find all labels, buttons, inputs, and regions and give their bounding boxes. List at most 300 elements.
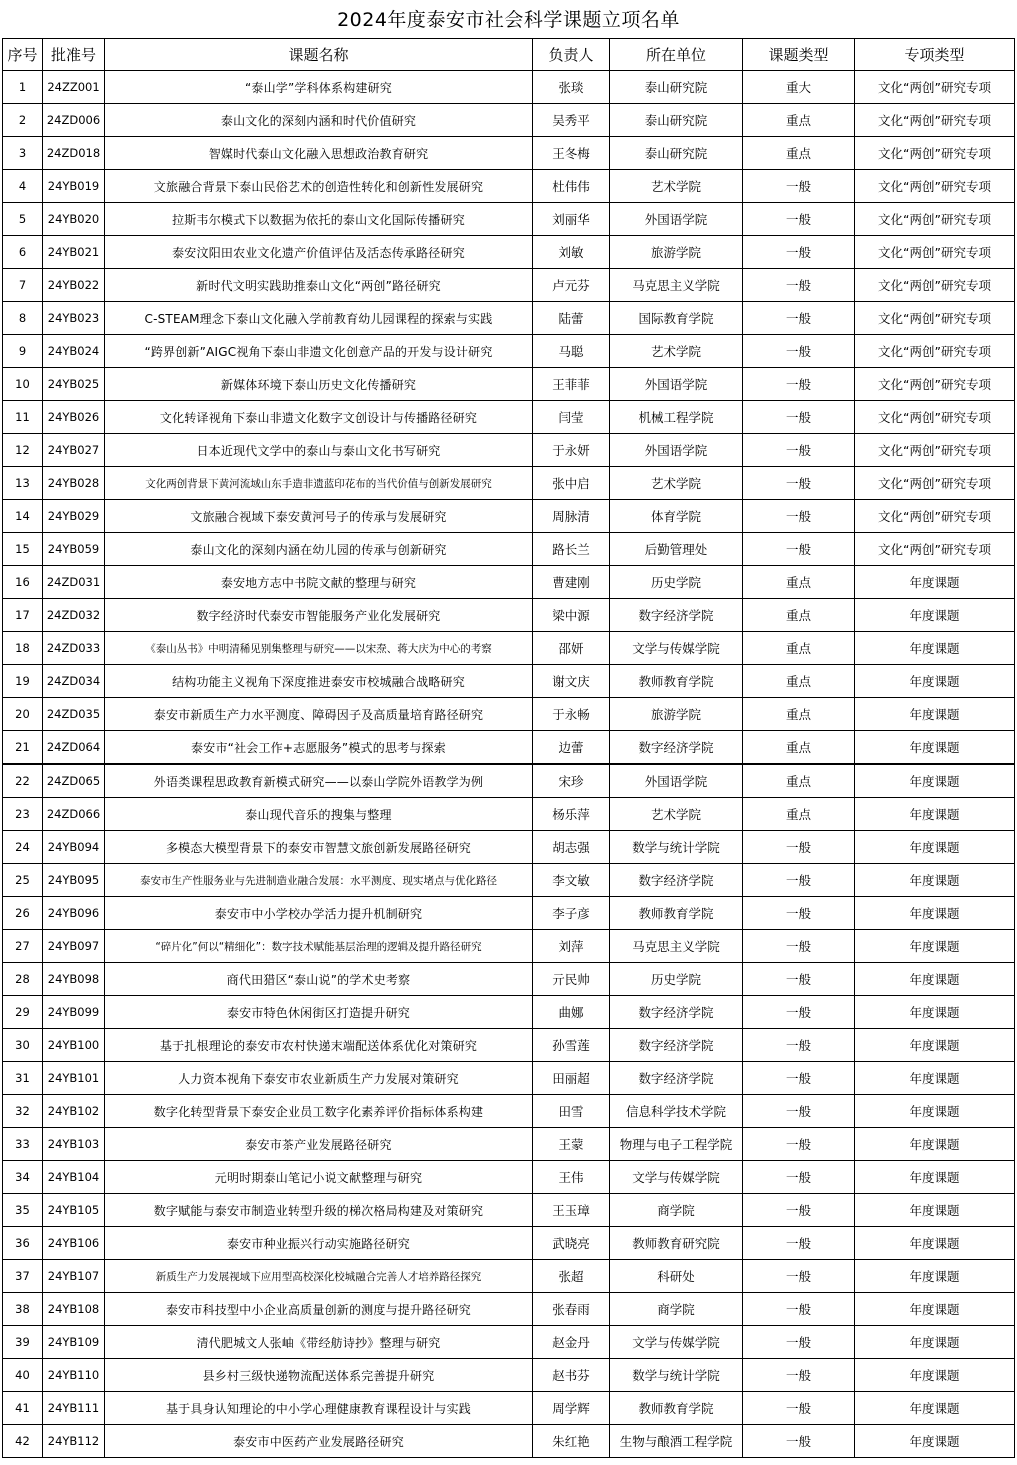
approval-number-cell: 24ZZ001: [43, 71, 105, 104]
project-title-cell: 新时代文明实践助推泰山文化“两创”路径研究: [105, 269, 533, 302]
project-type-cell: 一般: [743, 1392, 855, 1425]
special-type-cell: 年度课题: [855, 1425, 1015, 1458]
principal-cell: 亓民帅: [533, 963, 610, 996]
serial-cell: 33: [3, 1128, 43, 1161]
project-type-cell: 一般: [743, 897, 855, 930]
unit-cell: 体育学院: [610, 500, 743, 533]
unit-cell: 泰山研究院: [610, 71, 743, 104]
principal-cell: 周脉清: [533, 500, 610, 533]
principal-cell: 李文敏: [533, 864, 610, 897]
principal-cell: 于永妍: [533, 434, 610, 467]
project-title-cell: 结构功能主义视角下深度推进泰安市校城融合战略研究: [105, 665, 533, 698]
project-title-cell: 日本近现代文学中的泰山与泰山文化书写研究: [105, 434, 533, 467]
table-row: [3, 1194, 1015, 1227]
principal-cell: 刘萍: [533, 930, 610, 963]
serial-cell: 39: [3, 1326, 43, 1359]
project-title-cell: 泰安汶阳田农业文化遗产价值评估及活态传承路径研究: [105, 236, 533, 269]
unit-cell: 教师教育学院: [610, 897, 743, 930]
serial-cell: 20: [3, 698, 43, 731]
approval-number-cell: 24YB019: [43, 170, 105, 203]
serial-cell: 34: [3, 1161, 43, 1194]
unit-cell: 国际教育学院: [610, 302, 743, 335]
unit-cell: 旅游学院: [610, 236, 743, 269]
serial-cell: 26: [3, 897, 43, 930]
special-type-cell: 年度课题: [855, 665, 1015, 698]
principal-cell: 吴秀平: [533, 104, 610, 137]
approval-number-cell: 24YB104: [43, 1161, 105, 1194]
special-type-cell: 年度课题: [855, 1062, 1015, 1095]
approval-number-cell: 24ZD065: [43, 764, 105, 798]
serial-cell: 17: [3, 599, 43, 632]
project-title-cell: 数字赋能与泰安市制造业转型升级的梯次格局构建及对策研究: [105, 1194, 533, 1227]
unit-cell: 科研处: [610, 1260, 743, 1293]
header-approval-number: 批准号: [43, 39, 105, 71]
project-title-cell: 泰安市新质生产力水平测度、障碍因子及高质量培育路径研究: [105, 698, 533, 731]
project-type-cell: 一般: [743, 302, 855, 335]
project-type-cell: 重大: [743, 71, 855, 104]
special-type-cell: 年度课题: [855, 1359, 1015, 1392]
project-title-cell: C-STEAM理念下泰山文化融入学前教育幼儿园课程的探索与实践: [105, 302, 533, 335]
special-type-cell: 年度课题: [855, 864, 1015, 897]
approval-number-cell: 24ZD064: [43, 731, 105, 765]
principal-cell: 周学辉: [533, 1392, 610, 1425]
project-title-cell: 多模态大模型背景下的泰安市智慧文旅创新发展路径研究: [105, 831, 533, 864]
header-special-type: 专项类型: [855, 39, 1015, 71]
project-title-cell: 泰安市科技型中小企业高质量创新的测度与提升路径研究: [105, 1293, 533, 1326]
project-title-cell: 泰山文化的深刻内涵在幼儿园的传承与创新研究: [105, 533, 533, 566]
table-row: [3, 302, 1015, 335]
special-type-cell: 文化“两创”研究专项: [855, 500, 1015, 533]
principal-cell: 闫莹: [533, 401, 610, 434]
unit-cell: 历史学院: [610, 566, 743, 599]
approval-number-cell: 24YB020: [43, 203, 105, 236]
approval-number-cell: 24YB024: [43, 335, 105, 368]
table-body: [3, 71, 1015, 1458]
project-type-cell: 一般: [743, 1293, 855, 1326]
project-type-cell: 一般: [743, 368, 855, 401]
approval-number-cell: 24YB100: [43, 1029, 105, 1062]
principal-cell: 刘敏: [533, 236, 610, 269]
table-row: [3, 1062, 1015, 1095]
unit-cell: 泰山研究院: [610, 104, 743, 137]
unit-cell: 艺术学院: [610, 798, 743, 831]
special-type-cell: 年度课题: [855, 1326, 1015, 1359]
principal-cell: 马聪: [533, 335, 610, 368]
project-title-cell: 泰安市特色休闲街区打造提升研究: [105, 996, 533, 1029]
approval-number-cell: 24ZD032: [43, 599, 105, 632]
serial-cell: 13: [3, 467, 43, 500]
unit-cell: 机械工程学院: [610, 401, 743, 434]
approval-number-cell: 24YB023: [43, 302, 105, 335]
unit-cell: 数字经济学院: [610, 996, 743, 1029]
project-title-cell: 文化两创背景下黄河流域山东手造非遗蓝印花布的当代价值与创新发展研究: [105, 467, 533, 500]
project-title-cell: 新质生产力发展视域下应用型高校深化校城融合完善人才培养路径探究: [105, 1260, 533, 1293]
serial-cell: 23: [3, 798, 43, 831]
serial-cell: 32: [3, 1095, 43, 1128]
principal-cell: 张中启: [533, 467, 610, 500]
project-title-cell: 文化转译视角下泰山非遗文化数字文创设计与传播路径研究: [105, 401, 533, 434]
serial-cell: 29: [3, 996, 43, 1029]
serial-cell: 15: [3, 533, 43, 566]
project-title-cell: 泰安市茶产业发展路径研究: [105, 1128, 533, 1161]
table-row: [3, 599, 1015, 632]
header-serial: 序号: [3, 39, 43, 71]
serial-cell: 3: [3, 137, 43, 170]
special-type-cell: 年度课题: [855, 963, 1015, 996]
approval-number-cell: 24YB108: [43, 1293, 105, 1326]
special-type-cell: 年度课题: [855, 632, 1015, 665]
project-title-cell: 泰山文化的深刻内涵和时代价值研究: [105, 104, 533, 137]
principal-cell: 武晓亮: [533, 1227, 610, 1260]
page-title: 2024年度泰安市社会科学课题立项名单: [337, 9, 680, 31]
principal-cell: 王玉璋: [533, 1194, 610, 1227]
project-title-cell: 《泰山丛书》中明清稀见别集整理与研究——以宋焘、蒋大庆为中心的考察: [105, 632, 533, 665]
table-header-row: [3, 39, 1015, 71]
project-type-cell: 一般: [743, 500, 855, 533]
unit-cell: 商学院: [610, 1293, 743, 1326]
principal-cell: 胡志强: [533, 831, 610, 864]
header-project-title: 课题名称: [105, 39, 533, 71]
principal-cell: 王菲菲: [533, 368, 610, 401]
header-project-type: 课题类型: [743, 39, 855, 71]
project-type-cell: 一般: [743, 1029, 855, 1062]
header-principal: 负责人: [533, 39, 610, 71]
table-row: [3, 335, 1015, 368]
unit-cell: 数字经济学院: [610, 599, 743, 632]
unit-cell: 生物与酿酒工程学院: [610, 1425, 743, 1458]
approval-number-cell: 24YB025: [43, 368, 105, 401]
serial-cell: 8: [3, 302, 43, 335]
special-type-cell: 年度课题: [855, 764, 1015, 798]
principal-cell: 梁中源: [533, 599, 610, 632]
serial-cell: 18: [3, 632, 43, 665]
unit-cell: 数学与统计学院: [610, 831, 743, 864]
approval-number-cell: 24YB059: [43, 533, 105, 566]
project-type-cell: 一般: [743, 401, 855, 434]
unit-cell: 文学与传媒学院: [610, 1326, 743, 1359]
approval-number-cell: 24YB101: [43, 1062, 105, 1095]
project-type-cell: 一般: [743, 434, 855, 467]
approval-number-cell: 24YB094: [43, 831, 105, 864]
table-row: [3, 566, 1015, 599]
table-row: [3, 1293, 1015, 1326]
approval-number-cell: 24YB103: [43, 1128, 105, 1161]
project-type-cell: 一般: [743, 1359, 855, 1392]
approval-number-cell: 24YB095: [43, 864, 105, 897]
serial-cell: 37: [3, 1260, 43, 1293]
table-row: [3, 368, 1015, 401]
serial-cell: 22: [3, 764, 43, 798]
approval-number-cell: 24ZD066: [43, 798, 105, 831]
project-list-table: [2, 38, 1015, 1458]
project-title-cell: 元明时期泰山笔记小说文献整理与研究: [105, 1161, 533, 1194]
approval-number-cell: 24YB096: [43, 897, 105, 930]
special-type-cell: 年度课题: [855, 798, 1015, 831]
approval-number-cell: 24ZD031: [43, 566, 105, 599]
project-title-cell: 文旅融合视域下泰安黄河号子的传承与发展研究: [105, 500, 533, 533]
table-row: [3, 897, 1015, 930]
table-row: [3, 170, 1015, 203]
unit-cell: 旅游学院: [610, 698, 743, 731]
special-type-cell: 文化“两创”研究专项: [855, 71, 1015, 104]
serial-cell: 2: [3, 104, 43, 137]
unit-cell: 外国语学院: [610, 368, 743, 401]
special-type-cell: 年度课题: [855, 1095, 1015, 1128]
serial-cell: 31: [3, 1062, 43, 1095]
principal-cell: 张春雨: [533, 1293, 610, 1326]
project-title-cell: 县乡村三级快递物流配送体系完善提升研究: [105, 1359, 533, 1392]
project-title-cell: 基于扎根理论的泰安市农村快递末端配送体系优化对策研究: [105, 1029, 533, 1062]
approval-number-cell: 24YB021: [43, 236, 105, 269]
special-type-cell: 文化“两创”研究专项: [855, 137, 1015, 170]
special-type-cell: 年度课题: [855, 1194, 1015, 1227]
project-title-cell: 智媒时代泰山文化融入思想政治教育研究: [105, 137, 533, 170]
principal-cell: 朱红艳: [533, 1425, 610, 1458]
table-row: [3, 1392, 1015, 1425]
serial-cell: 16: [3, 566, 43, 599]
project-type-cell: 一般: [743, 1227, 855, 1260]
serial-cell: 25: [3, 864, 43, 897]
project-type-cell: 重点: [743, 798, 855, 831]
table-row: [3, 269, 1015, 302]
project-title-cell: 拉斯韦尔模式下以数据为依托的泰山文化国际传播研究: [105, 203, 533, 236]
unit-cell: 外国语学院: [610, 203, 743, 236]
special-type-cell: 年度课题: [855, 1293, 1015, 1326]
approval-number-cell: 24YB107: [43, 1260, 105, 1293]
project-title-cell: 泰安市生产性服务业与先进制造业融合发展：水平测度、现实堵点与优化路径: [105, 864, 533, 897]
table-row: [3, 831, 1015, 864]
unit-cell: 数学与统计学院: [610, 1359, 743, 1392]
unit-cell: 信息科学技术学院: [610, 1095, 743, 1128]
special-type-cell: 年度课题: [855, 731, 1015, 765]
project-type-cell: 一般: [743, 1062, 855, 1095]
project-type-cell: 一般: [743, 864, 855, 897]
table-row: [3, 798, 1015, 831]
principal-cell: 于永畅: [533, 698, 610, 731]
special-type-cell: 年度课题: [855, 566, 1015, 599]
unit-cell: 文学与传媒学院: [610, 1161, 743, 1194]
project-title-cell: 泰安地方志中书院文献的整理与研究: [105, 566, 533, 599]
project-title-cell: 泰安市中医药产业发展路径研究: [105, 1425, 533, 1458]
table-row: [3, 137, 1015, 170]
approval-number-cell: 24ZD035: [43, 698, 105, 731]
unit-cell: 数字经济学院: [610, 864, 743, 897]
unit-cell: 教师教育学院: [610, 665, 743, 698]
project-type-cell: 一般: [743, 930, 855, 963]
unit-cell: 艺术学院: [610, 335, 743, 368]
project-title-cell: 数字经济时代泰安市智能服务产业化发展研究: [105, 599, 533, 632]
principal-cell: 路长兰: [533, 533, 610, 566]
principal-cell: 陆蕾: [533, 302, 610, 335]
serial-cell: 1: [3, 71, 43, 104]
approval-number-cell: 24YB105: [43, 1194, 105, 1227]
project-type-cell: 一般: [743, 269, 855, 302]
serial-cell: 19: [3, 665, 43, 698]
unit-cell: 商学院: [610, 1194, 743, 1227]
table-row: [3, 731, 1015, 765]
project-type-cell: 一般: [743, 1326, 855, 1359]
special-type-cell: 文化“两创”研究专项: [855, 401, 1015, 434]
project-title-cell: 外语类课程思政教育新模式研究——以泰山学院外语教学为例: [105, 764, 533, 798]
table-row: [3, 665, 1015, 698]
table-row: [3, 1425, 1015, 1458]
unit-cell: 数字经济学院: [610, 1062, 743, 1095]
unit-cell: 艺术学院: [610, 467, 743, 500]
approval-number-cell: 24ZD018: [43, 137, 105, 170]
project-type-cell: 一般: [743, 236, 855, 269]
special-type-cell: 文化“两创”研究专项: [855, 302, 1015, 335]
special-type-cell: 年度课题: [855, 897, 1015, 930]
special-type-cell: 文化“两创”研究专项: [855, 203, 1015, 236]
approval-number-cell: 24ZD034: [43, 665, 105, 698]
special-type-cell: 年度课题: [855, 930, 1015, 963]
serial-cell: 36: [3, 1227, 43, 1260]
project-type-cell: 一般: [743, 831, 855, 864]
approval-number-cell: 24YB026: [43, 401, 105, 434]
project-type-cell: 重点: [743, 731, 855, 765]
unit-cell: 外国语学院: [610, 764, 743, 798]
special-type-cell: 文化“两创”研究专项: [855, 368, 1015, 401]
project-title-cell: “泰山学”学科体系构建研究: [105, 71, 533, 104]
special-type-cell: 年度课题: [855, 1128, 1015, 1161]
project-type-cell: 一般: [743, 1194, 855, 1227]
serial-cell: 30: [3, 1029, 43, 1062]
project-type-cell: 一般: [743, 1260, 855, 1293]
serial-cell: 42: [3, 1425, 43, 1458]
special-type-cell: 文化“两创”研究专项: [855, 269, 1015, 302]
project-type-cell: 重点: [743, 698, 855, 731]
project-title-cell: 商代田猎区“泰山说”的学术史考察: [105, 963, 533, 996]
project-type-cell: 重点: [743, 566, 855, 599]
serial-cell: 6: [3, 236, 43, 269]
principal-cell: 田丽超: [533, 1062, 610, 1095]
unit-cell: 数字经济学院: [610, 731, 743, 765]
table-row: [3, 1359, 1015, 1392]
serial-cell: 5: [3, 203, 43, 236]
approval-number-cell: 24YB102: [43, 1095, 105, 1128]
unit-cell: 历史学院: [610, 963, 743, 996]
header-unit: 所在单位: [610, 39, 743, 71]
special-type-cell: 年度课题: [855, 1227, 1015, 1260]
principal-cell: 刘丽华: [533, 203, 610, 236]
project-type-cell: 一般: [743, 203, 855, 236]
approval-number-cell: 24YB106: [43, 1227, 105, 1260]
table-row: [3, 1029, 1015, 1062]
project-type-cell: 一般: [743, 1095, 855, 1128]
principal-cell: 李子彦: [533, 897, 610, 930]
special-type-cell: 文化“两创”研究专项: [855, 434, 1015, 467]
serial-cell: 9: [3, 335, 43, 368]
serial-cell: 40: [3, 1359, 43, 1392]
approval-number-cell: 24ZD006: [43, 104, 105, 137]
special-type-cell: 年度课题: [855, 831, 1015, 864]
principal-cell: 张超: [533, 1260, 610, 1293]
special-type-cell: 文化“两创”研究专项: [855, 533, 1015, 566]
unit-cell: 马克思主义学院: [610, 930, 743, 963]
special-type-cell: 文化“两创”研究专项: [855, 335, 1015, 368]
table-row: [3, 1227, 1015, 1260]
principal-cell: 赵金丹: [533, 1326, 610, 1359]
special-type-cell: 年度课题: [855, 698, 1015, 731]
table-row: [3, 1260, 1015, 1293]
project-type-cell: 一般: [743, 1128, 855, 1161]
serial-cell: 38: [3, 1293, 43, 1326]
project-type-cell: 重点: [743, 104, 855, 137]
special-type-cell: 年度课题: [855, 1029, 1015, 1062]
special-type-cell: 年度课题: [855, 1392, 1015, 1425]
approval-number-cell: 24YB112: [43, 1425, 105, 1458]
unit-cell: 教师教育学院: [610, 1392, 743, 1425]
table-row: [3, 996, 1015, 1029]
special-type-cell: 文化“两创”研究专项: [855, 104, 1015, 137]
principal-cell: 张琰: [533, 71, 610, 104]
project-title-cell: 数字化转型背景下泰安企业员工数字化素养评价指标体系构建: [105, 1095, 533, 1128]
table-row: [3, 236, 1015, 269]
serial-cell: 21: [3, 731, 43, 765]
unit-cell: 教师教育研究院: [610, 1227, 743, 1260]
principal-cell: 王冬梅: [533, 137, 610, 170]
approval-number-cell: 24YB099: [43, 996, 105, 1029]
principal-cell: 田雪: [533, 1095, 610, 1128]
serial-cell: 28: [3, 963, 43, 996]
table-row: [3, 864, 1015, 897]
project-type-cell: 重点: [743, 764, 855, 798]
principal-cell: 杨乐萍: [533, 798, 610, 831]
approval-number-cell: 24YB111: [43, 1392, 105, 1425]
table-row: [3, 401, 1015, 434]
project-type-cell: 重点: [743, 632, 855, 665]
special-type-cell: 年度课题: [855, 1161, 1015, 1194]
serial-cell: 41: [3, 1392, 43, 1425]
table-row: [3, 1326, 1015, 1359]
table-row: [3, 434, 1015, 467]
project-type-cell: 一般: [743, 170, 855, 203]
project-type-cell: 一般: [743, 467, 855, 500]
special-type-cell: 文化“两创”研究专项: [855, 236, 1015, 269]
approval-number-cell: 24YB110: [43, 1359, 105, 1392]
principal-cell: 孙雪莲: [533, 1029, 610, 1062]
project-type-cell: 一般: [743, 996, 855, 1029]
project-type-cell: 一般: [743, 1161, 855, 1194]
unit-cell: 物理与电子工程学院: [610, 1128, 743, 1161]
table-row: [3, 632, 1015, 665]
approval-number-cell: 24YB028: [43, 467, 105, 500]
table-row: [3, 764, 1015, 798]
unit-cell: 马克思主义学院: [610, 269, 743, 302]
serial-cell: 7: [3, 269, 43, 302]
unit-cell: 艺术学院: [610, 170, 743, 203]
table-row: [3, 104, 1015, 137]
approval-number-cell: 24YB027: [43, 434, 105, 467]
table-row: [3, 1128, 1015, 1161]
table-row: [3, 500, 1015, 533]
project-title-cell: 基于具身认知理论的中小学心理健康教育课程设计与实践: [105, 1392, 533, 1425]
project-type-cell: 重点: [743, 137, 855, 170]
special-type-cell: 年度课题: [855, 599, 1015, 632]
project-type-cell: 重点: [743, 599, 855, 632]
project-type-cell: 重点: [743, 665, 855, 698]
serial-cell: 24: [3, 831, 43, 864]
table-row: [3, 963, 1015, 996]
table-row: [3, 203, 1015, 236]
approval-number-cell: 24ZD033: [43, 632, 105, 665]
project-title-cell: “跨界创新”AIGC视角下泰山非遗文化创意产品的开发与设计研究: [105, 335, 533, 368]
table-row: [3, 930, 1015, 963]
serial-cell: 4: [3, 170, 43, 203]
project-type-cell: 一般: [743, 533, 855, 566]
approval-number-cell: 24YB098: [43, 963, 105, 996]
project-title-cell: 泰山现代音乐的搜集与整理: [105, 798, 533, 831]
